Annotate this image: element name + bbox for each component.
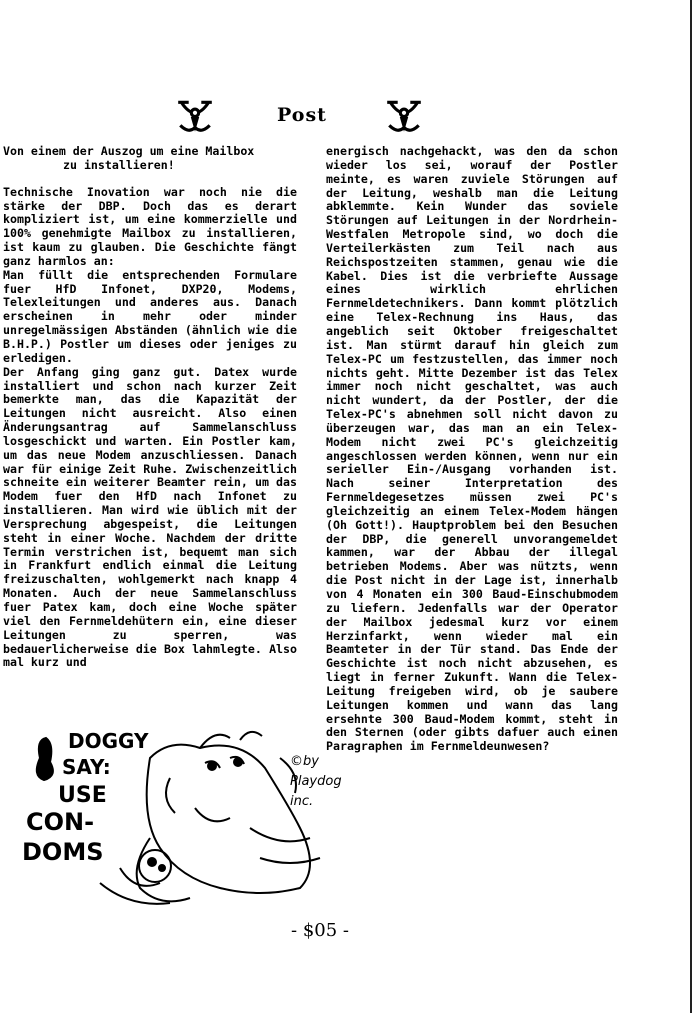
speech-text: CON- — [26, 808, 95, 836]
right-column — [326, 145, 618, 754]
post-horn-icon — [174, 96, 216, 138]
body-paragraph: energisch nachgehackt, was den da schon wieder los sei, worauf der Postler meinte, es waren zuviele Störungen auf der Leitung, weshalb man die Leitung abklemmte. Kein Wunder das soviele Störungen auf Leitungen in der Nordrhein-Westfalen Metropole sind, wo doch die Verteilerkästen zum Teil nach aus Reichspostzeiten stammen, genau wie die Kabel. Dies ist die verbriefte Aussage eines wirklich ehrlichen Fernmeldetechnikers. Dann kommt plötzlich eine Telex-Rechnung ins Haus, das angeblich seit Oktober freigeschaltet ist. Man stürmt darauf hin gleich zum Telex-PC um festzustellen, das immer noch nichts geht. Mitte Dezember ist das Telex immer noch nicht geschaltet, was auch nicht wundert, da der Postler, der die Telex-PC's abnehmen soll nicht davon zu überzeugen war, das man an ein Telex-Modem nicht zwei PC's gleichzeitig angeschlossen werden können, wenn nur ein serieller Ein-/Ausgang vorhanden ist. Nach seiner Interpretation des Fernmeldegesetzes müssen zwei PC's gleichzeitig an einem Telex-Modem hängen (Oh Gott!). Hauptproblem bei den Besuchen der DBP, die generell unvorangemeldet kammen, war der Abbau der illegal betrieben Modems. Aber was nützts, wenn die Post nicht in der Lage ist, innerhalb von 4 Monaten ein 300 Baud-Einschubmodem zu liefern. Jedenfalls war der Operator der Mailbox jedesmal kurz vor einem Herzinfarkt, wenn wieder mal ein Beamteter in der Tür stand. Das Ende der Geschichte ist noch nicht abzusehen, es liegt in ferner Zukunft. Wann die Telex-Leitung freigeben wird, ob je saubere Leitungen kommen und wann das lang ersehnte 300 Baud-Modem kommt, steht in den Sternen (oder gibts dafuer auch einen Paragraphen im Fernmeldeunwesen? — [326, 144, 618, 754]
page-number: - $05 - — [291, 920, 349, 941]
speech-text: USE — [58, 783, 107, 808]
cartoon-illustration — [0, 718, 380, 918]
credit-line: inc. — [290, 794, 314, 809]
speech-text: SAY: — [62, 755, 111, 779]
body-paragraph: Der Anfang ging ganz gut. Datex wurde installiert und schon nach kurzer Zeit bemerkte man, das die Kapazität der Leitungen nicht ausreicht. Also einen Änderungsantrag auf Sammelanschluss losgeschickt und warten. Ein Postler kam, um das neue Modem anzuschliessen. Danach war für einige Zeit Ruhe. Zwischenzeitlich schneite ein weiterer Beamter rein, um das Modem fuer den HfD nach Infonet zu installieren. Man wird wie üblich mit der Versprechung abgespeist, die Leitungen steht in einer Woche. Nachdem der dritte Termin verstrichen ist, bequemt man sich in Frankfurt endlich einmal die Leitung freizuschalten, wohlgemerkt nach knapp 4 Monaten. Auch der neue Sammelanschluss fuer Patex kam, doch eine Woche später viel den Fernmeldehütern ein, eine dieser Leitungen zu sperren, was bedauerlicherweise die Box lahmlegte. Also mal kurz und — [3, 364, 297, 670]
credit-line: Playdog — [290, 774, 342, 789]
speech-text: DOGGY — [68, 729, 149, 753]
intro-line: Von einem der Auszog um eine Mailbox — [3, 144, 255, 158]
speech-text: DOMS — [22, 838, 104, 866]
page-edge-rule — [690, 0, 692, 1013]
intro-line: zu installieren! — [63, 157, 175, 172]
body-paragraph: Technische Inovation war noch nie die stärke der DBP. Doch das es derart kompliziert ist, um eine kommerzielle und 100% genehmigte Mailbox zu installieren, ist kaum zu glauben. Die Geschichte fängt ganz harmlos an: — [3, 184, 297, 268]
page-title: Post — [277, 104, 327, 126]
left-column — [3, 145, 297, 670]
cartoon-credit — [290, 752, 342, 812]
credit-line: ©by — [290, 754, 319, 769]
post-horn-icon — [383, 96, 425, 138]
body-paragraph: Man füllt die entsprechenden Formulare fuer HfD Infonet, DXP20, Modems, Telexleitungen und anderes aus. Danach erscheinen in mehr oder minder unregelmässigen Abständen (ähnlich wie die B.H.P.) Postler um dieses oder jeniges zu erledigen. — [3, 267, 297, 365]
